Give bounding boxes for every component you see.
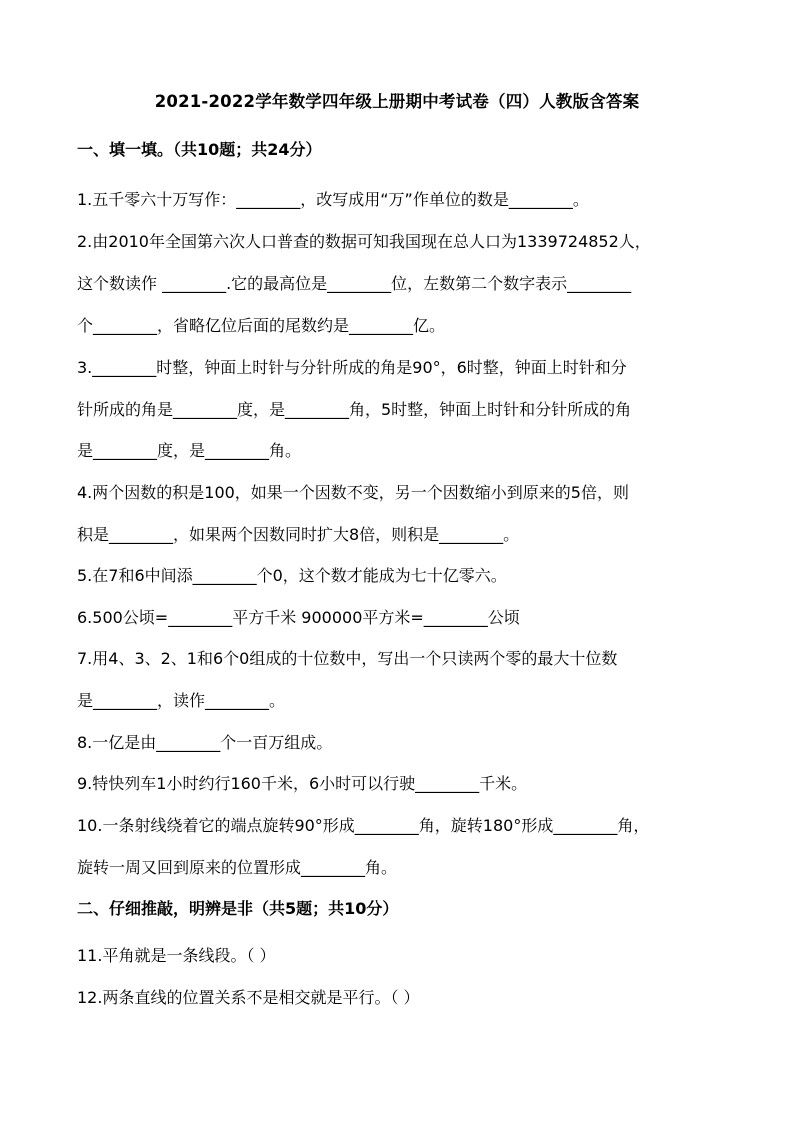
question-3-line-1: 3.________时整，钟面上时针与分针所成的角是90°，6时整，钟面上时针和分 <box>77 358 627 377</box>
question-10-line-1: 10.一条射线绕着它的端点旋转90°形成________角，旋转180°形成________角， <box>77 816 650 835</box>
question-11-line-1: 11.平角就是一条线段。（ ） <box>77 946 276 965</box>
question-5-line-1: 5.在7和6中间添________个0，这个数才能成为七十亿零六。 <box>77 566 507 585</box>
question-3-line-3: 是________度，是________角。 <box>77 441 302 460</box>
question-3-line-2: 针所成的角是________度，是________角，5时整，钟面上时针和分针所成的角 <box>77 400 632 419</box>
question-2-line-1: 2.由2010年全国第六次人口普查的数据可知我国现在总人口为1339724852人， <box>77 232 651 251</box>
question-7-line-1: 7.用4、3、2、1和6个0组成的十位数中，写出一个只读两个零的最大十位数 <box>77 649 618 668</box>
question-10-line-2: 旋转一周又回到原来的位置形成________角。 <box>77 858 398 877</box>
section-heading-fill-in: 一、填一填。（共10题；共24分） <box>77 140 322 159</box>
question-1-line-1: 1.五千零六十万写作：________，改写成用“万”作单位的数是________。 <box>77 190 589 209</box>
section-heading-true-false: 二、仔细推敲，明辨是非（共5题；共10分） <box>77 899 399 918</box>
question-12-line-1: 12.两条直线的位置关系不是相交就是平行。（ ） <box>77 988 420 1007</box>
question-2-line-3: 个________，省略亿位后面的尾数约是________亿。 <box>77 316 446 335</box>
question-8-line-1: 8.一亿是由________个一百万组成。 <box>77 733 333 752</box>
question-9-line-1: 9.特快列车1小时约行160千米，6小时可以行驶________千米。 <box>77 774 528 793</box>
question-2-line-2: 这个数读作 ________.它的最高位是________位，左数第二个数字表示________ <box>77 274 632 293</box>
question-4-line-2: 积是________，如果两个因数同时扩大8倍，则积是________。 <box>77 525 520 544</box>
question-7-line-2: 是________，读作________。 <box>77 691 286 710</box>
question-4-line-1: 4.两个因数的积是100，如果一个因数不变，另一个因数缩小到原来的5倍，则 <box>77 483 629 502</box>
exam-title: 2021-2022学年数学四年级上册期中考试卷（四）人教版含答案 <box>154 92 640 111</box>
question-6-line-1: 6.500公顷=________平方千米 900000平方米=________公顷 <box>77 608 520 627</box>
